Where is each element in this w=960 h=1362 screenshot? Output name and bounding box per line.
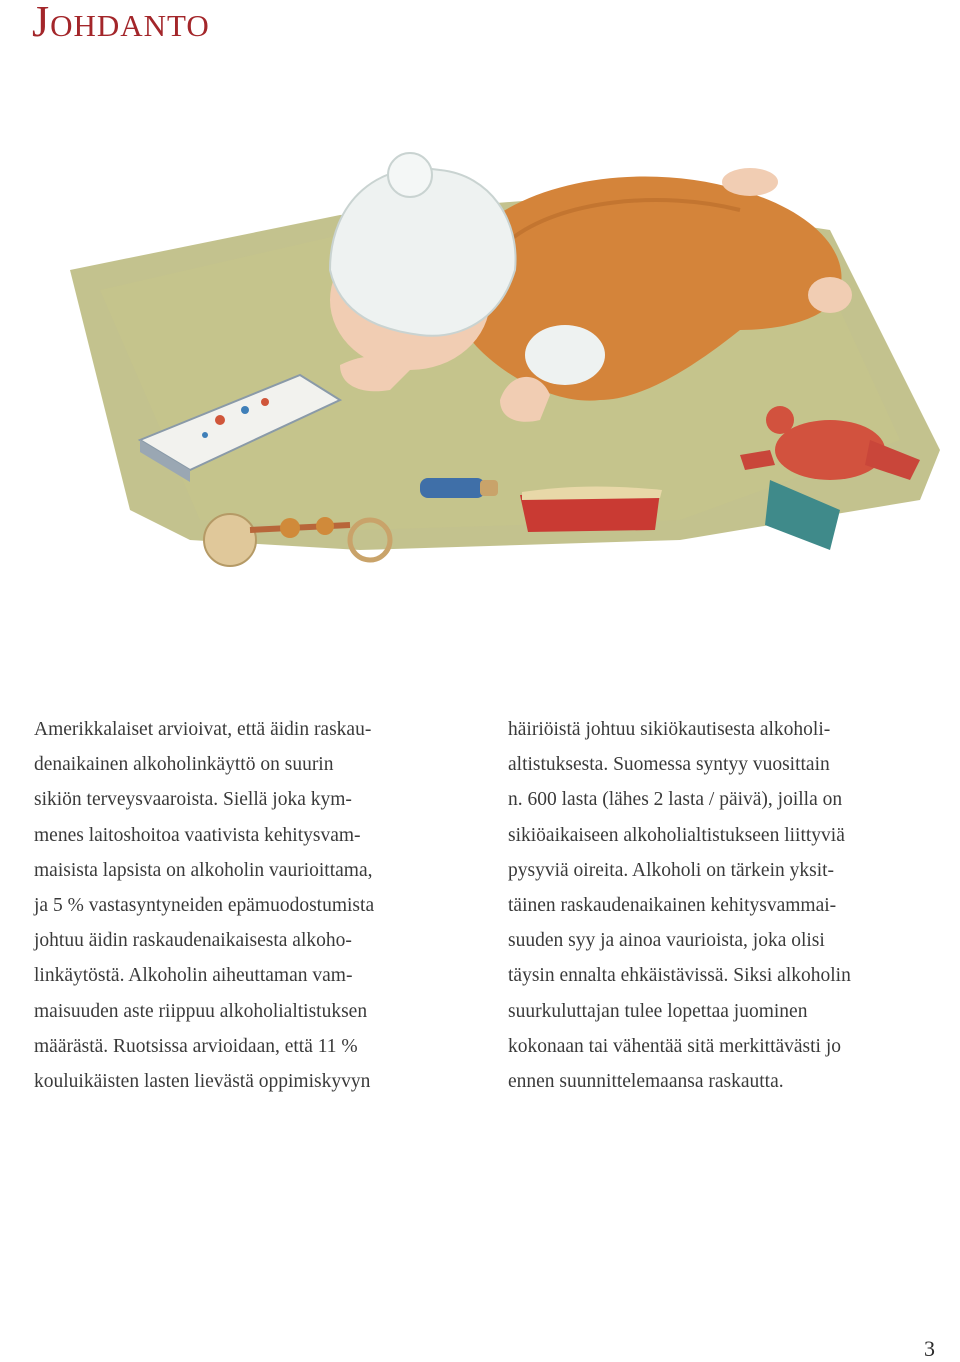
- body-line: ja 5 % vastasyntyneiden epämuodostumista: [34, 894, 375, 916]
- body-line: täinen raskaudenaikainen kehitysvammai-: [508, 894, 837, 916]
- body-line: Amerikkalaiset arvioivat, että äidin raskau-: [34, 719, 372, 740]
- body-line: sikiöaikaiseen alkoholialtistukseen liittyviä: [508, 824, 845, 846]
- body-line: menes laitoshoitoa vaativista kehitysvam-: [34, 824, 361, 846]
- body-line: määrästä. Ruotsissa arvioidaan, että 11 %: [34, 1035, 358, 1057]
- body-line: häiriöistä johtuu sikiökautisesta alkoholi-: [508, 719, 831, 740]
- body-line: maisuuden aste riippuu alkoholialtistuksen: [34, 1000, 368, 1022]
- body-line: altistuksesta. Suomessa syntyy vuosittain: [508, 754, 830, 776]
- body-column-right: [508, 712, 948, 1099]
- page-number: 3: [924, 1336, 935, 1361]
- body-line: linkäytöstä. Alkoholin aiheuttaman vam-: [34, 965, 353, 987]
- body-line: n. 600 lasta (lähes 2 lasta / päivä), joilla on: [508, 789, 843, 811]
- body-column-left: [34, 712, 474, 1099]
- body-line: suuden syy ja ainoa vaurioista, joka olisi: [508, 930, 825, 952]
- body-line: denaikainen alkoholinkäyttö on suurin: [34, 754, 334, 776]
- baby-crawling-illustration-icon: [40, 120, 940, 640]
- body-line: sikiön terveysvaaroista. Siellä joka kym-: [34, 789, 352, 811]
- body-line: maisista lapsista on alkoholin vaurioittama,: [34, 859, 373, 881]
- body-line: täysin ennalta ehkäistävissä. Siksi alkoholin: [508, 965, 851, 987]
- page-title: Johdanto: [32, 0, 210, 46]
- body-line: kouluikäisten lasten lievästä oppimiskyvyn: [34, 1070, 371, 1092]
- body-line: kokonaan tai vähentää sitä merkittävästi jo: [508, 1035, 842, 1057]
- body-line: pysyviä oireita. Alkoholi on tärkein yksit-: [508, 859, 835, 881]
- body-line: johtuu äidin raskaudenaikaisesta alkoho-: [34, 930, 352, 952]
- body-line: ennen suunnittelemaansa raskautta.: [508, 1070, 784, 1092]
- body-line: suurkuluttajan tulee lopettaa juominen: [508, 1000, 808, 1022]
